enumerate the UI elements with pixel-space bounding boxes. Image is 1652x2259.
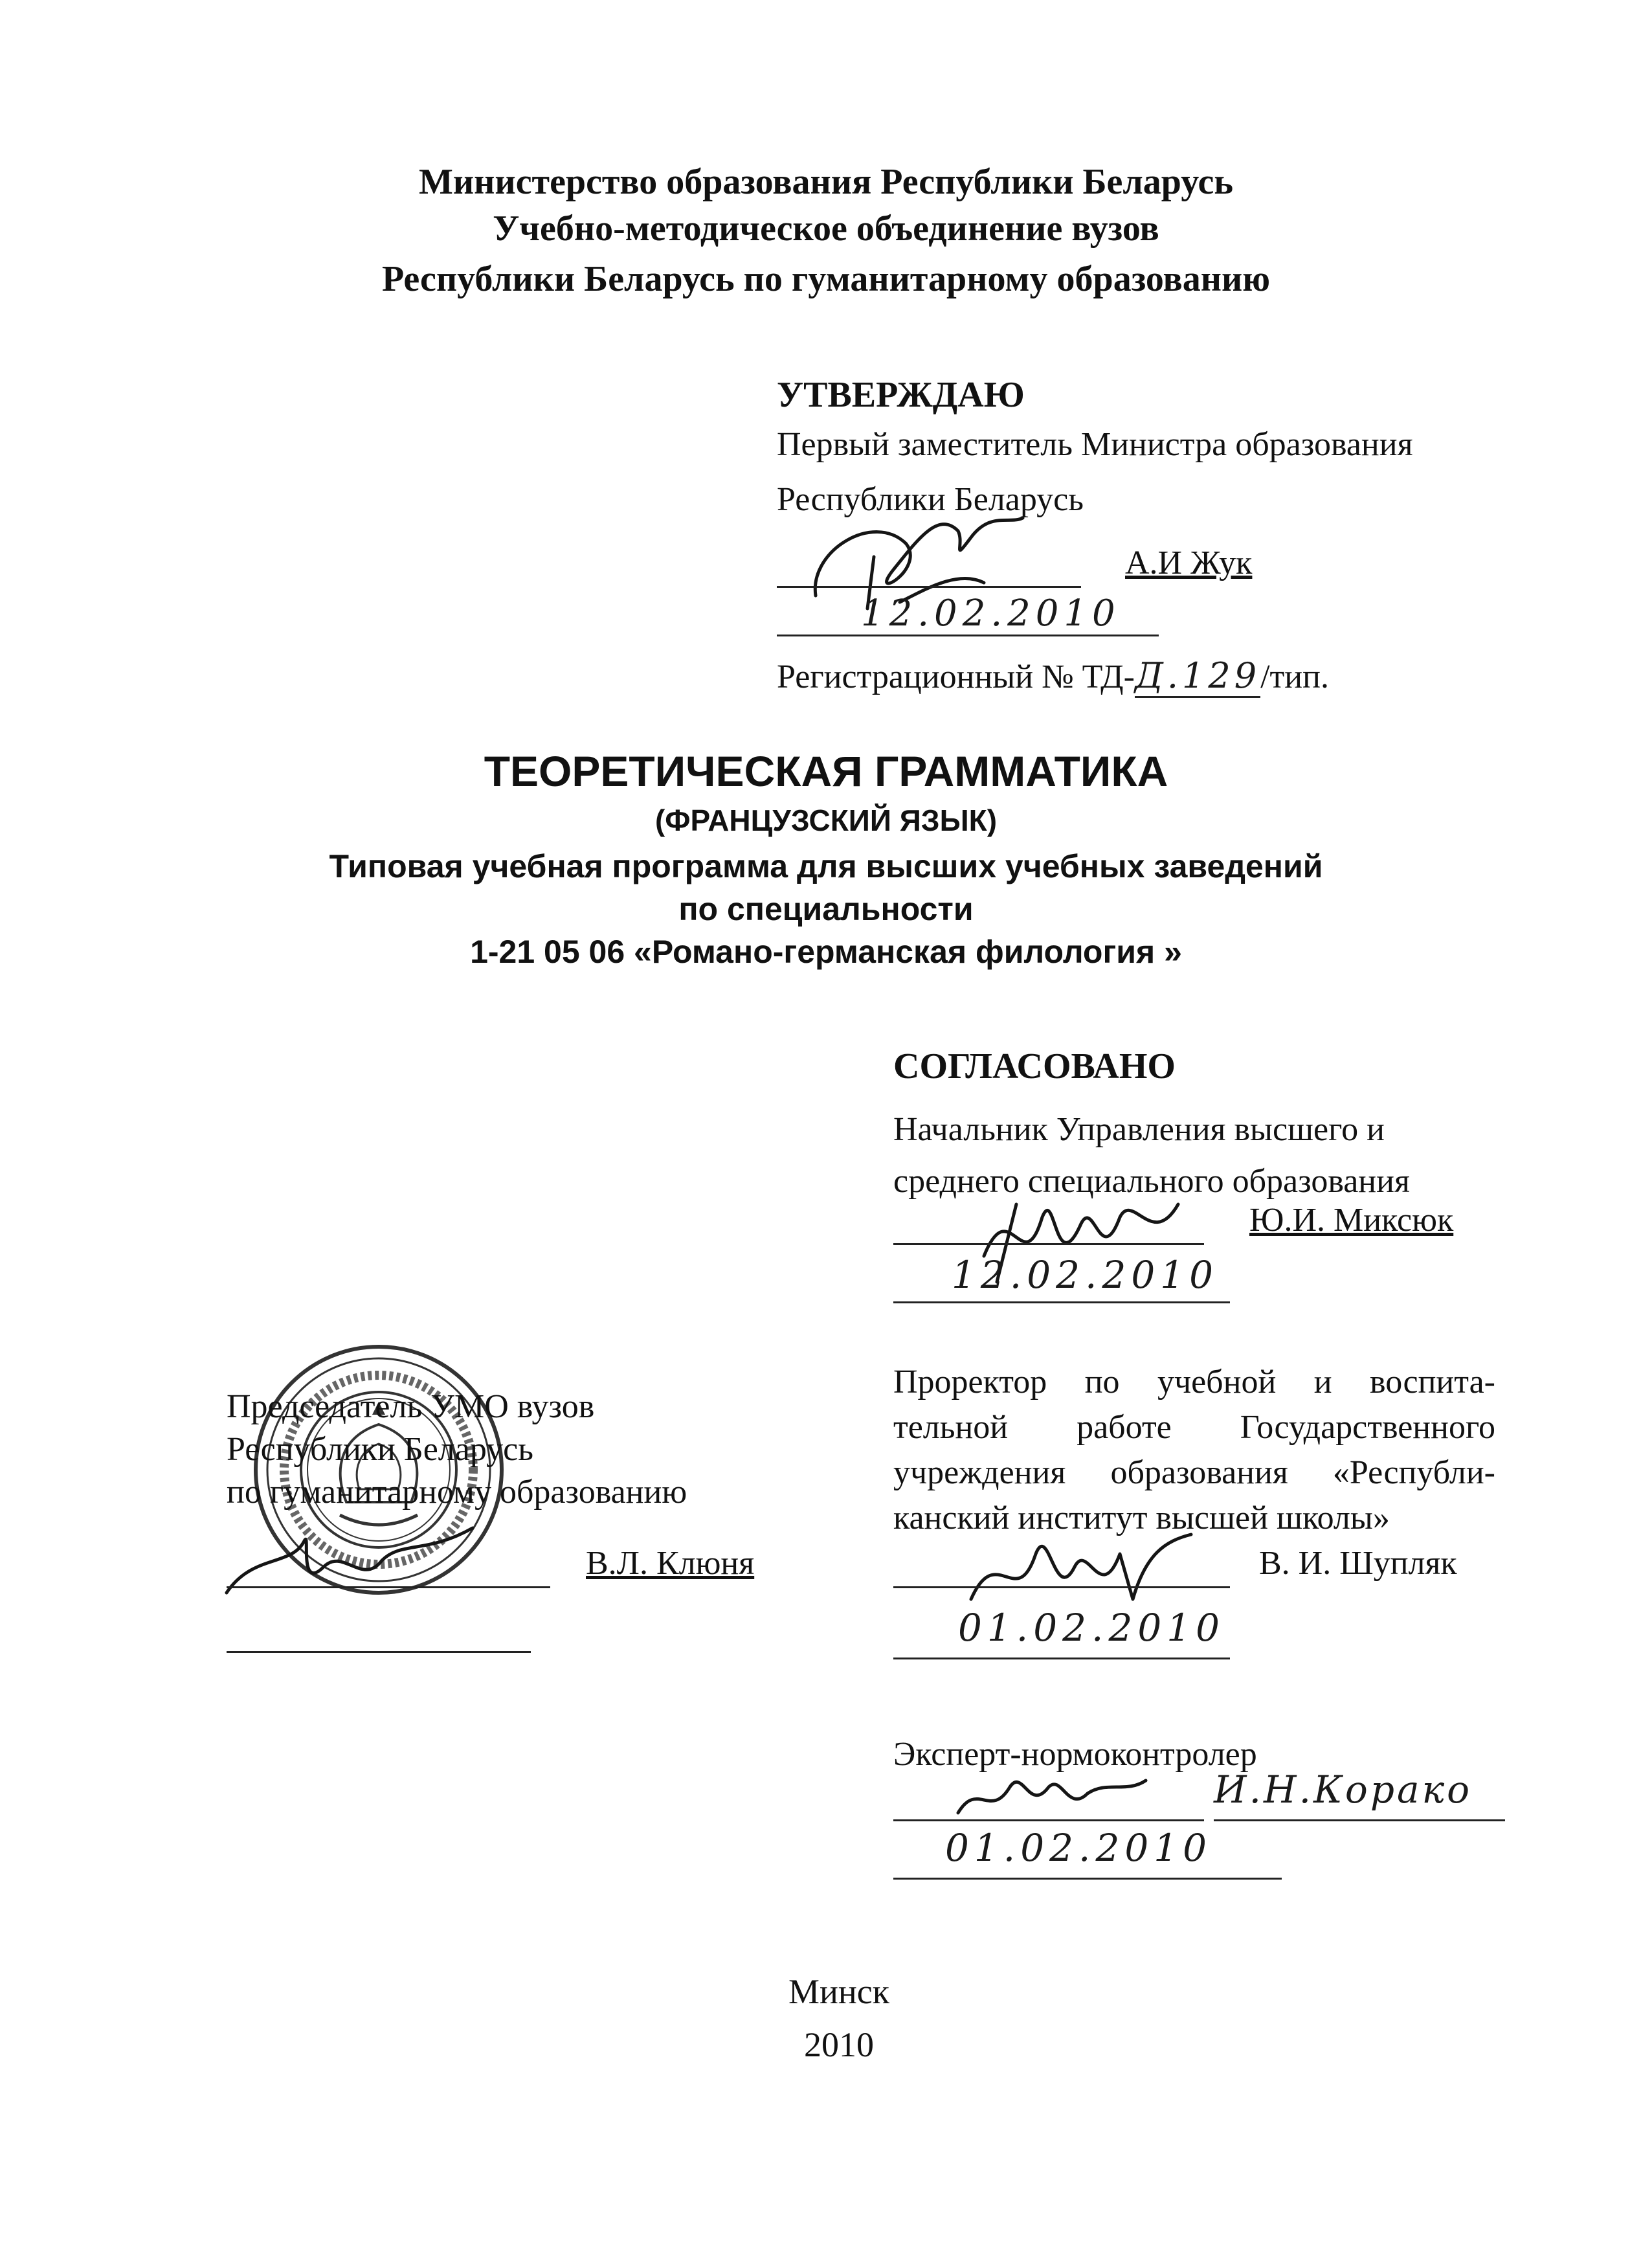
header-line-2: Учебно-методическое объединение вузов	[493, 208, 1159, 249]
registration-number	[777, 655, 1329, 696]
chair-line-1: Председатель УМО вузов	[227, 1388, 595, 1425]
header-line-3: Республики Беларусь по гуманитарному образованию	[381, 259, 1271, 299]
agreed-heading: СОГЛАСОВАНО	[893, 1046, 1176, 1086]
agreed1-date: 12.02.2010	[952, 1253, 1219, 1297]
subtitle-line-1: Типовая учебная программа для высших учебных заведений	[329, 848, 1323, 884]
ministry-header	[0, 159, 1652, 302]
approve-name: А.И Жук	[1125, 545, 1253, 581]
chair-block	[227, 1386, 687, 1514]
subtitle-line-2: по специальности	[678, 891, 974, 927]
agreed2-line-4: канский институт высшей школы»	[893, 1500, 1390, 1536]
approve-signature-line	[777, 586, 1081, 588]
agreed1-signature-line	[893, 1243, 1204, 1245]
footer-year: 2010	[804, 2025, 874, 2064]
agreed-block-2	[893, 1360, 1495, 1541]
footer	[0, 1965, 1652, 2071]
agreed2-date-line	[893, 1658, 1230, 1659]
approve-position-line1: Первый заместитель Министра образования	[777, 426, 1413, 463]
agreed3-date: 01.02.2010	[945, 1826, 1212, 1870]
approve-date: 12.02.2010	[861, 592, 1121, 635]
agreed3-name-handwritten: И.Н.Корако	[1214, 1768, 1473, 1812]
agreed3-signature-line	[893, 1819, 1204, 1821]
agreed3-date-line	[893, 1878, 1282, 1880]
agreed2-line-1: Проректор по учебной и воспита-	[893, 1364, 1495, 1400]
document-title: ТЕОРЕТИЧЕСКАЯ ГРАММАТИКА	[484, 747, 1168, 795]
subtitle-line-3: 1-21 05 06 «Романо-германская филология »	[470, 934, 1182, 970]
registration-handwritten-number: Д.129	[1135, 655, 1260, 698]
chair-signature-line	[227, 1586, 550, 1588]
agreed3-name-line	[1214, 1819, 1505, 1821]
header-line-1: Министерство образования Республики Беларусь	[419, 162, 1233, 202]
registration-prefix: Регистрационный № ТД-	[777, 658, 1135, 695]
chair-signature	[214, 1515, 486, 1619]
registration-suffix: /тип.	[1260, 658, 1329, 695]
document-subtitle	[0, 845, 1652, 973]
agreed3-signature	[952, 1761, 1159, 1832]
chair-line-2: Республики Беларусь	[227, 1431, 533, 1468]
agreed3-title: Эксперт-нормоконтролер	[893, 1736, 1257, 1773]
agreed2-line-3: учреждения образования «Республи-	[893, 1454, 1495, 1491]
approve-heading: УТВЕРЖДАЮ	[777, 375, 1025, 415]
footer-city: Минск	[788, 1972, 889, 2011]
approve-date-line	[777, 635, 1159, 636]
agreed1-name: Ю.И. Миксюк	[1249, 1202, 1454, 1239]
agreed1-date-line	[893, 1301, 1230, 1303]
chair-date-line	[227, 1651, 531, 1653]
agreed2-name: В. И. Шупляк	[1259, 1545, 1457, 1582]
agreed2-line-2: тельной работе Государственного	[893, 1409, 1495, 1446]
agreed2-signature-line	[893, 1586, 1230, 1588]
agreed1-line-1: Начальник Управления высшего и	[893, 1111, 1385, 1148]
agreed2-signature	[958, 1515, 1217, 1619]
agreed2-date: 01.02.2010	[958, 1606, 1225, 1650]
agreed1-line-2: среднего специального образования	[893, 1163, 1410, 1200]
chair-name: В.Л. Клюня	[586, 1545, 755, 1582]
document-language: (ФРАНЦУЗСКИЙ ЯЗЫК)	[654, 804, 998, 837]
approve-position-line2: Республики Беларусь	[777, 481, 1084, 518]
chair-line-3: по гуманитарному образованию	[227, 1474, 687, 1511]
